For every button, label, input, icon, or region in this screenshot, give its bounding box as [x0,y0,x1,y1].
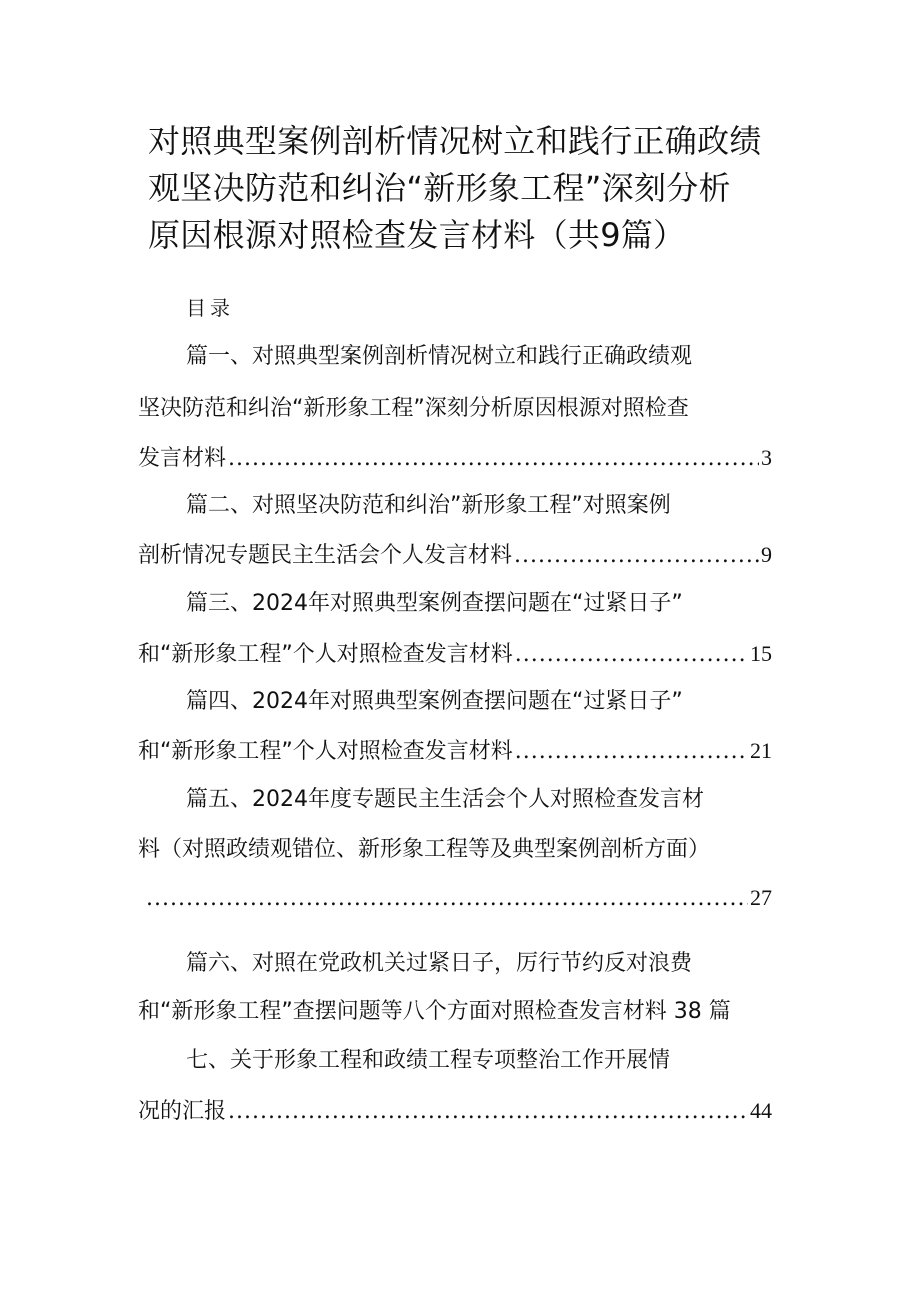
toc-entry-2-leader[interactable] [138,540,772,570]
toc-entry-1-line-3: 发言材料 [138,446,227,471]
toc-entry-3-page: 15 [750,641,772,666]
toc-entry-1-line-2[interactable]: 坚决防范和纠治“新形象工程”深刻分析原因根源对照检查 [138,396,689,421]
toc-entry-2-page: 9 [761,542,772,567]
toc-entry-1-leader[interactable] [138,443,772,473]
toc-entry-6-line-1[interactable]: 篇六、对照在党政机关过紧日子，厉行节约反对浪费 [186,951,693,976]
toc-entry-7-line-2: 况的汇报 [138,1099,227,1124]
dot-leader [515,640,748,670]
dot-leader [228,1097,748,1127]
toc-entry-7-line-1[interactable]: 七、关于形象工程和政绩工程专项整治工作开展情 [186,1048,671,1073]
toc-entry-4-leader[interactable] [138,736,772,766]
toc-entry-4-line-1[interactable]: 篇四、2024年对照典型案例查摆问题在“过紧日子” [186,689,683,714]
toc-heading: 目录 [186,296,234,320]
toc-entry-6-line-2[interactable]: 和“新形象工程”查摆问题等八个方面对照检查发言材料 38 篇 [138,999,731,1024]
toc-entry-2-line-1[interactable]: 篇二、对照坚决防范和纠治”新形象工程”对照案例 [186,493,671,518]
toc-entry-5-line-1[interactable]: 篇五、2024年度专题民主生活会个人对照检查发言材 [186,787,704,812]
toc-entry-1-page: 3 [761,445,772,470]
title-line-1: 对照典型案例剖析情况树立和践行正确政绩 [148,122,762,160]
toc-entry-1-line-1[interactable]: 篇一、对照典型案例剖析情况树立和践行正确政绩观 [186,344,693,369]
toc-entry-5-page: 27 [750,885,772,910]
dot-leader [515,737,748,767]
toc-entry-7-page: 44 [750,1098,772,1123]
toc-entry-2-line-2: 剖析情况专题民主生活会个人发言材料 [138,543,513,568]
toc-entry-5-leader[interactable] [144,883,772,913]
toc-entry-7-leader[interactable] [138,1096,772,1126]
dot-leader [228,444,759,474]
title-line-3: 原因根源对照检查发言材料（共9篇） [148,216,686,254]
title-line-2: 观坚决防范和纠治“新形象工程”深刻分析 [148,169,731,207]
toc-entry-4-page: 21 [750,738,772,763]
toc-entry-3-line-2: 和“新形象工程”个人对照检查发言材料 [138,642,513,667]
toc-entry-5-line-2[interactable]: 料（对照政绩观错位、新形象工程等及典型案例剖析方面） [138,837,711,862]
toc-entry-3-leader[interactable] [138,639,772,669]
toc-entry-3-line-1[interactable]: 篇三、2024年对照典型案例查摆问题在“过紧日子” [186,591,683,616]
toc-entry-4-line-2: 和“新形象工程”个人对照检查发言材料 [138,739,513,764]
dot-leader [146,884,748,914]
dot-leader [514,541,759,571]
document-title [148,118,788,259]
